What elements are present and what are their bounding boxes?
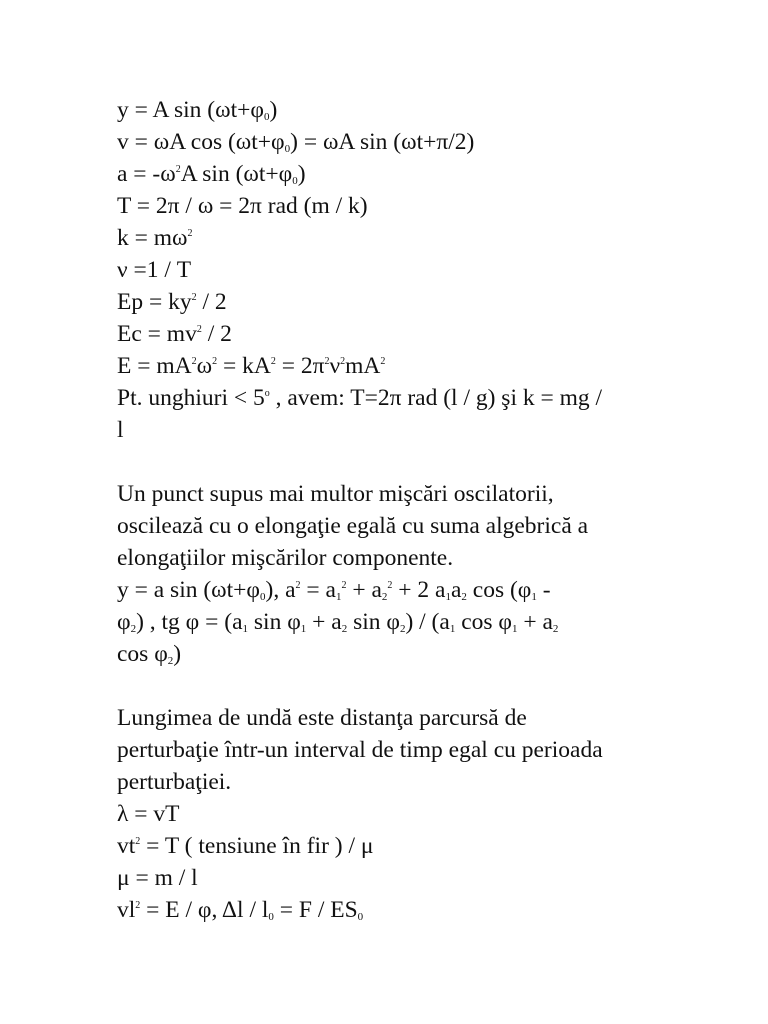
text-run: ) , tg φ = (a — [136, 609, 243, 635]
text-line — [117, 190, 665, 222]
text-run: Ep = ky — [117, 289, 192, 315]
text-run: / 2 — [196, 289, 227, 315]
paragraph-gap — [117, 670, 665, 702]
text-run: λ = vT — [117, 801, 180, 827]
text-run: ) — [173, 641, 182, 667]
text-line — [117, 254, 665, 286]
text-line — [117, 222, 665, 254]
subscript: 0 — [263, 111, 270, 123]
subscript: 1 — [335, 591, 342, 603]
text-run: a — [450, 577, 462, 603]
text-run: k = mω — [117, 225, 188, 251]
superscript: 2 — [135, 836, 141, 847]
text-run: / 2 — [201, 321, 232, 347]
superscript: 2 — [340, 356, 346, 367]
text-line — [117, 350, 665, 382]
text-run: vt — [117, 833, 136, 859]
paragraph-gap — [117, 446, 665, 478]
subscript: 0 — [260, 591, 266, 603]
subscript: 0 — [268, 911, 274, 923]
text-run: ) — [269, 97, 278, 123]
text-run: perturbaţiei. — [117, 769, 232, 795]
text-line — [117, 94, 665, 126]
text-run: cos (φ — [466, 577, 532, 603]
superscript: 2 — [191, 356, 197, 367]
subscript: 0 — [292, 175, 298, 187]
text-run: = F / ES — [273, 897, 358, 923]
text-run: a = -ω — [117, 161, 176, 187]
text-line — [117, 510, 665, 542]
text-run: = T ( tensiune în fir ) / μ — [140, 833, 374, 859]
text-run: mA — [345, 353, 381, 379]
text-line — [117, 798, 665, 830]
text-run: cos φ — [117, 641, 168, 667]
text-run: A sin (ωt+φ — [180, 161, 293, 187]
subscript: 1 — [445, 591, 451, 603]
text-run: = 2π — [275, 353, 325, 379]
text-run: + 2 a — [392, 577, 446, 603]
text-run: ) = ωA sin (ωt+π/2) — [290, 129, 475, 155]
text-run: ) — [297, 161, 306, 187]
subscript: 2 — [461, 591, 467, 603]
superscript: 2 — [187, 228, 193, 239]
text-run: ν — [329, 353, 341, 379]
text-line — [117, 862, 665, 894]
superscript: 2 — [341, 580, 347, 591]
text-run: y = A sin (ωt+φ — [117, 97, 264, 123]
subscript: 0 — [357, 911, 364, 923]
subscript: 1 — [449, 623, 456, 635]
document-page — [117, 94, 665, 926]
text-run: - — [536, 577, 551, 603]
text-run: Pt. unghiuri < 5 — [117, 385, 265, 411]
subscript: 2 — [381, 591, 388, 603]
text-run: ν =1 / T — [117, 257, 192, 283]
text-run: μ = m / l — [117, 865, 198, 891]
superscript: 2 — [191, 292, 197, 303]
text-run: vl — [117, 897, 136, 923]
text-run: l — [117, 417, 124, 443]
formula-block-oscillations — [117, 94, 665, 446]
text-run: v = ωA cos (ωt+φ — [117, 129, 285, 155]
text-run: Lungimea de undă este distanţa parcursă de — [117, 705, 527, 731]
text-line — [117, 542, 665, 574]
subscript: 0 — [284, 143, 291, 155]
subscript: 2 — [341, 623, 348, 635]
text-run: T = 2π / ω = 2π rad (m / k) — [117, 193, 368, 219]
text-run: ), a — [265, 577, 296, 603]
text-run: = E / φ, Δl / l — [140, 897, 269, 923]
text-run: cos φ — [455, 609, 512, 635]
subscript: 1 — [242, 623, 249, 635]
text-line — [117, 638, 665, 670]
subscript: 2 — [552, 623, 559, 635]
text-line — [117, 158, 665, 190]
text-run: oscilează cu o elongaţie egală cu suma algebrică a — [117, 513, 589, 539]
text-line — [117, 702, 665, 734]
text-run: , avem: T=2π rad (l / g) şi k = mg / — [269, 385, 603, 411]
superscript: 2 — [175, 164, 181, 175]
paragraph-superposition — [117, 478, 665, 670]
text-line — [117, 286, 665, 318]
text-line — [117, 478, 665, 510]
text-run: sin φ — [248, 609, 301, 635]
subscript: 2 — [130, 623, 137, 635]
text-line — [117, 830, 665, 862]
text-run: sin φ — [347, 609, 400, 635]
text-run: + a — [346, 577, 382, 603]
text-run: y = a sin (ωt+φ — [117, 577, 260, 603]
text-line — [117, 574, 665, 606]
superscript: 2 — [135, 900, 141, 911]
text-run: perturbaţie într-un interval de timp egal cu perioada — [117, 737, 603, 763]
superscript: 2 — [196, 324, 202, 335]
subscript: 2 — [399, 623, 406, 635]
subscript: 2 — [167, 655, 174, 667]
text-run: ) / (a — [405, 609, 450, 635]
superscript: 2 — [380, 356, 386, 367]
text-run: φ — [117, 609, 131, 635]
superscript: o — [264, 388, 270, 399]
superscript: 2 — [324, 356, 330, 367]
superscript: 2 — [387, 580, 393, 591]
text-run: ω — [196, 353, 213, 379]
text-run: = a — [300, 577, 336, 603]
subscript: 1 — [511, 623, 518, 635]
text-line — [117, 606, 665, 638]
text-run: E = mA — [117, 353, 192, 379]
superscript: 2 — [212, 356, 218, 367]
superscript: 2 — [270, 356, 276, 367]
text-line — [117, 126, 665, 158]
text-line — [117, 414, 665, 446]
subscript: 1 — [531, 591, 537, 603]
text-line — [117, 382, 665, 414]
subscript: 1 — [300, 623, 307, 635]
superscript: 2 — [295, 580, 301, 591]
text-line — [117, 318, 665, 350]
text-run: elongaţiilor mişcărilor componente. — [117, 545, 454, 571]
text-line — [117, 734, 665, 766]
text-run: Un punct supus mai multor mişcări oscilatorii, — [117, 481, 554, 507]
paragraph-wavelength — [117, 702, 665, 926]
text-run: = kA — [217, 353, 271, 379]
text-run: + a — [306, 609, 342, 635]
text-run: Ec = mv — [117, 321, 197, 347]
text-line — [117, 766, 665, 798]
text-run: + a — [517, 609, 553, 635]
text-line — [117, 894, 665, 926]
